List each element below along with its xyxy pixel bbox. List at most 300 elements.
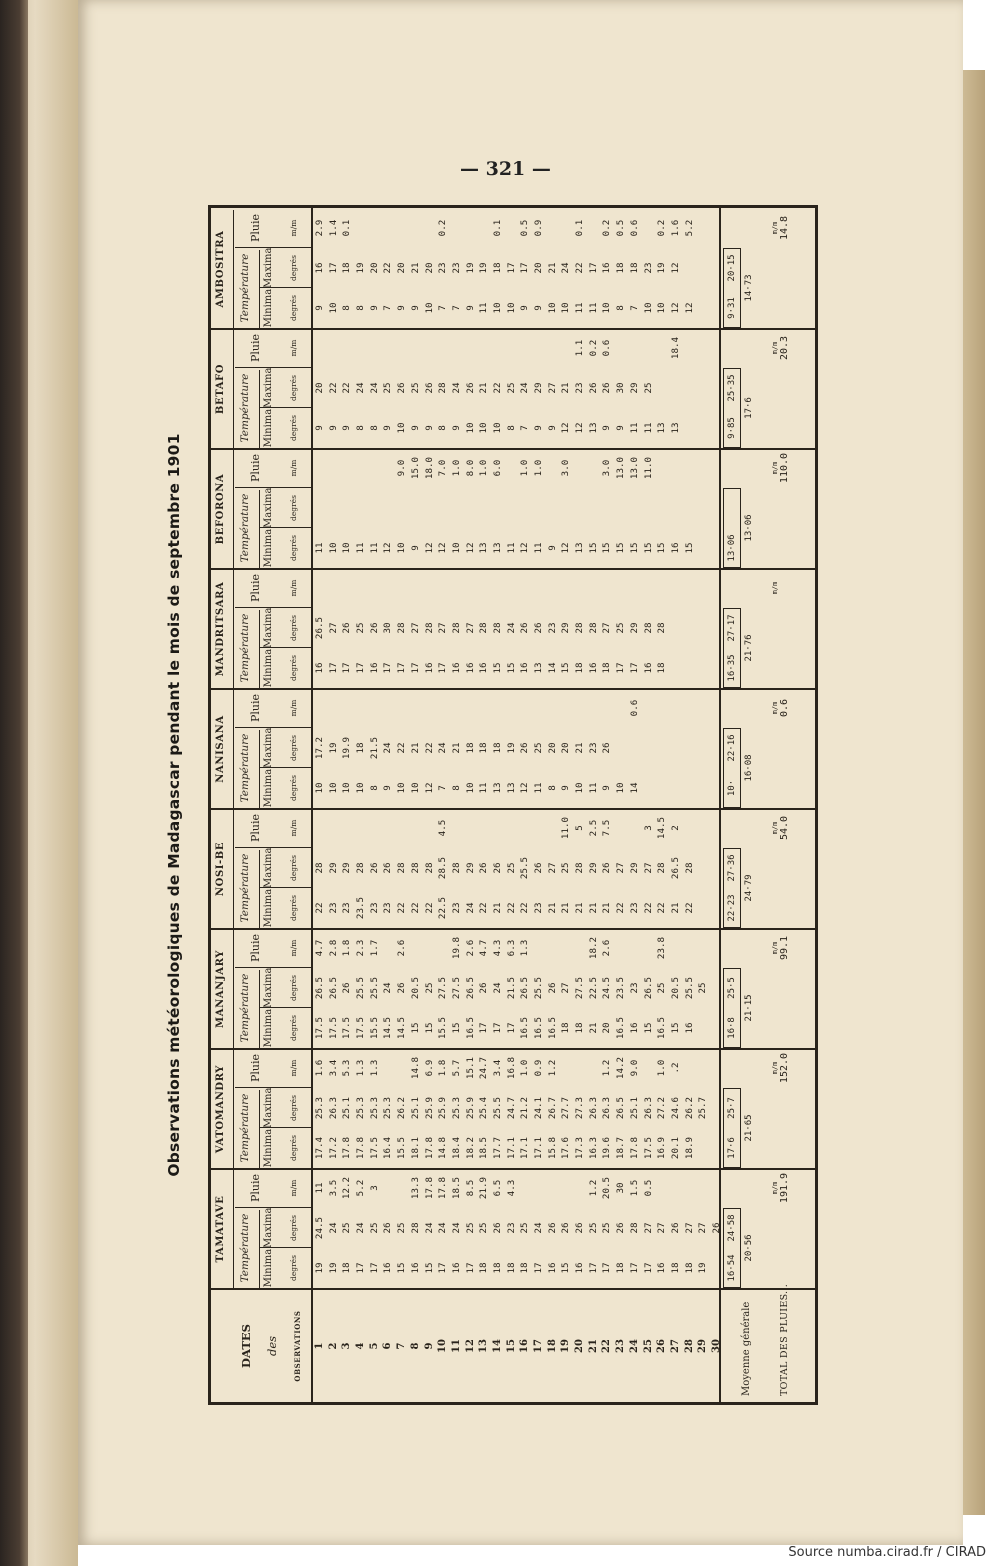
table-cell: 14 xyxy=(546,662,558,674)
table-cell: 25.5 xyxy=(491,1096,503,1120)
temperature-label: Température xyxy=(239,373,251,443)
minima-label: Minima xyxy=(263,528,274,568)
table-cell: 19 xyxy=(656,262,668,274)
table-cell: 25 xyxy=(423,982,435,994)
maxima-label: Maxima xyxy=(263,607,274,648)
table-cell: 28 xyxy=(450,622,462,634)
table-cell xyxy=(655,688,669,728)
table-cell: 1.2 xyxy=(546,1059,558,1077)
table-cell: 18 xyxy=(574,662,586,674)
table-cell: 17.5 xyxy=(327,1016,339,1040)
table-cell: 25 xyxy=(505,382,517,394)
table-cell: 26 xyxy=(491,1222,503,1234)
table-cell: 6.9 xyxy=(423,1059,435,1077)
table-cell: 20 xyxy=(533,262,544,274)
rain-total xyxy=(771,208,790,248)
table-cell xyxy=(710,448,724,488)
table-cell: 24.1 xyxy=(533,1096,544,1120)
table-cell: 23.8 xyxy=(656,936,668,960)
table-cell xyxy=(614,808,628,848)
source-credit: Source numba.cirad.fr / CIRAD xyxy=(788,1545,986,1560)
table-cell: 22 xyxy=(396,742,408,754)
table-cell: 23 xyxy=(628,902,640,914)
table-cell xyxy=(327,328,341,368)
station-name-rule xyxy=(233,1170,234,1288)
unit-degres: degrés xyxy=(289,1095,298,1121)
table-cell xyxy=(340,808,354,848)
table-cell xyxy=(464,808,478,848)
table-cell: 29 xyxy=(327,862,339,874)
table-cell: 17 xyxy=(587,262,599,274)
table-cell: 16 xyxy=(368,662,380,674)
table-cell xyxy=(614,488,628,528)
table-cell xyxy=(546,208,560,248)
page-number: — 321 — xyxy=(460,158,551,180)
table-cell: 19.6 xyxy=(601,1136,613,1160)
table-cell: 9 xyxy=(409,545,421,551)
table-cell xyxy=(450,208,464,248)
station-column-8 xyxy=(211,210,815,330)
date-cell: 6 xyxy=(382,1342,394,1350)
table-cell: 16.5 xyxy=(533,1016,544,1040)
table-cell: 21 xyxy=(409,742,421,754)
table-cell xyxy=(450,568,464,608)
average-maxima: 25·7 xyxy=(727,1097,737,1119)
table-cell: 26 xyxy=(601,382,613,394)
table-cell: 18.7 xyxy=(615,1136,627,1160)
minima-label: Minima xyxy=(263,288,274,328)
average-minima: 16·35 xyxy=(727,654,737,682)
table-cell: 27.5 xyxy=(437,976,449,1000)
table-cell: 16 xyxy=(423,662,435,674)
table-cell xyxy=(546,1168,560,1208)
average-box xyxy=(723,248,741,328)
table-cell: 0.2 xyxy=(437,219,449,237)
table-cell: 25.3 xyxy=(355,1096,367,1120)
table-cell xyxy=(683,448,697,488)
pluie-label: Pluie xyxy=(249,933,262,963)
station-name: MANDRITSARA xyxy=(215,581,226,677)
general-average: 13·06 xyxy=(744,514,754,542)
unit-degres: degrés xyxy=(289,1255,298,1281)
table-cell: 23.5 xyxy=(355,896,367,920)
table-cell xyxy=(642,688,656,728)
table-cell: 22 xyxy=(642,902,654,914)
table-cell: 25 xyxy=(519,1222,531,1234)
table-cell: 2.6 xyxy=(464,939,476,957)
table-cell xyxy=(642,768,656,808)
table-cell: 27 xyxy=(546,382,558,394)
minima-label: Minima xyxy=(263,408,274,448)
table-cell: 14 xyxy=(628,782,640,794)
table-cell: 2.9 xyxy=(314,219,325,237)
table-cell: 13 xyxy=(587,422,599,434)
station-name: TAMATAVE xyxy=(215,1195,226,1263)
table-cell: 17 xyxy=(519,262,531,274)
table-cell xyxy=(669,928,683,968)
table-cell: 10 xyxy=(355,782,367,794)
table-cell: 1.0 xyxy=(519,1059,531,1077)
table-cell xyxy=(710,328,724,368)
table-cell: 16 xyxy=(587,662,599,674)
table-cell: 12 xyxy=(574,422,586,434)
table-cell xyxy=(655,768,669,808)
table-cell: 24 xyxy=(327,1222,339,1234)
subcolumn-rule xyxy=(259,1007,311,1008)
table-cell: 16 xyxy=(450,662,462,674)
table-cell: 24 xyxy=(491,982,503,994)
table-cell: 22 xyxy=(314,902,325,914)
table-cell: 9 xyxy=(409,425,421,431)
table-cell: 26 xyxy=(396,382,408,394)
table-cell: 10 xyxy=(615,782,627,794)
table-cell: 9 xyxy=(368,305,380,311)
table-cell: 25 xyxy=(615,622,627,634)
table-cell: 2 xyxy=(669,825,681,831)
table-cell: 20.5 xyxy=(669,976,681,1000)
table-cell: 22 xyxy=(423,742,435,754)
date-cell: 27 xyxy=(669,1339,681,1353)
date-cell: 1 xyxy=(314,1342,325,1350)
table-cell: 26 xyxy=(382,862,394,874)
subcolumn-rule xyxy=(235,247,311,248)
minima-values xyxy=(313,1008,724,1048)
table-cell xyxy=(614,728,628,768)
table-cell: 0.6 xyxy=(628,699,640,717)
unit-degres: degrés xyxy=(289,1215,298,1241)
table-cell: 5.2 xyxy=(683,219,695,237)
table-cell: 25.1 xyxy=(409,1096,421,1120)
table-cell xyxy=(683,408,697,448)
table-cell: 17.5 xyxy=(355,1016,367,1040)
table-cell: 26 xyxy=(560,1222,572,1234)
table-cell: 14.8 xyxy=(409,1056,421,1080)
table-cell: 2.8 xyxy=(327,939,339,957)
general-average: 17·6 xyxy=(744,397,754,419)
table-cell: 18 xyxy=(505,1262,517,1274)
table-cell: 18 xyxy=(601,662,613,674)
pluie-label: Pluie xyxy=(249,813,262,843)
date-cell: 5 xyxy=(368,1342,380,1350)
table-cell: 10 xyxy=(341,542,353,554)
table-cell: 27 xyxy=(642,1222,654,1234)
table-cell xyxy=(587,1048,601,1088)
table-cell: 25 xyxy=(601,1222,613,1234)
table-cell xyxy=(655,568,669,608)
table-cell: 28 xyxy=(409,1222,421,1234)
table-cell: 5.7 xyxy=(450,1059,462,1077)
table-cell xyxy=(696,1168,710,1208)
table-cell xyxy=(395,488,409,528)
station-name: NANISANA xyxy=(215,715,226,783)
table-cell: 13.3 xyxy=(409,1176,421,1200)
table-cell xyxy=(546,808,560,848)
table-cell xyxy=(642,1048,656,1088)
table-cell: 0.1 xyxy=(341,219,353,237)
table-cell: 1.6 xyxy=(669,219,681,237)
rain-total-unit: m/m xyxy=(771,1061,779,1075)
table-cell: 14.5 xyxy=(656,816,668,840)
date-cell: 10 xyxy=(437,1339,449,1353)
table-cell: 1.8 xyxy=(341,939,353,957)
table-cell xyxy=(477,208,491,248)
table-cell: 23 xyxy=(437,262,449,274)
table-cell: 17 xyxy=(327,662,339,674)
table-cell: 10 xyxy=(450,542,462,554)
table-cell xyxy=(532,928,546,968)
table-cell xyxy=(436,488,450,528)
table-cell: 21.9 xyxy=(478,1176,490,1200)
table-cell: 28 xyxy=(683,862,695,874)
table-cell xyxy=(559,1048,573,1088)
table-cell: 20.1 xyxy=(669,1136,681,1160)
pluie-values xyxy=(313,328,724,368)
table-cell: 10 xyxy=(464,422,476,434)
table-cell: 25 xyxy=(587,1222,599,1234)
table-cell xyxy=(327,488,341,528)
table-cell: 19 xyxy=(464,262,476,274)
station-name-rule xyxy=(233,210,234,328)
table-cell: 1.3 xyxy=(355,1059,367,1077)
table-cell: 16 xyxy=(409,1262,421,1274)
average-minima: 10· xyxy=(727,779,737,797)
unit-degres: degrés xyxy=(289,735,298,761)
table-cell: 25 xyxy=(505,862,517,874)
unit-mm: m/m xyxy=(289,459,298,477)
table-cell: 15 xyxy=(683,542,695,554)
table-cell: 29 xyxy=(628,622,640,634)
average-minima: 9·31 xyxy=(727,297,737,319)
table-cell: 17.8 xyxy=(341,1136,353,1160)
table-cell: 19 xyxy=(327,1262,339,1274)
table-cell: 9 xyxy=(382,425,394,431)
table-cell xyxy=(450,808,464,848)
table-cell: 15 xyxy=(491,662,503,674)
pluie-values xyxy=(313,448,724,488)
station-name-rule xyxy=(233,450,234,568)
table-cell: 19 xyxy=(697,1262,709,1274)
table-cell xyxy=(710,1008,724,1048)
minima-label: Minima xyxy=(263,1008,274,1048)
rain-total-value: 191.9 xyxy=(779,1172,790,1204)
table-cell xyxy=(628,728,642,768)
table-cell: 26.5 xyxy=(519,976,531,1000)
table-cell xyxy=(710,688,724,728)
temperature-rule xyxy=(259,1210,260,1288)
table-cell: 10 xyxy=(546,302,558,314)
table-cell: 1.1 xyxy=(574,339,586,357)
table-cell: 13 xyxy=(478,542,490,554)
table-cell xyxy=(327,808,341,848)
table-cell: 21 xyxy=(546,262,558,274)
table-cell: 22 xyxy=(478,902,490,914)
subcolumn-rule xyxy=(259,1247,311,1248)
date-cell: 20 xyxy=(574,1339,586,1353)
table-cell: 24 xyxy=(368,382,380,394)
table-cell xyxy=(614,688,628,728)
station-name-rule xyxy=(233,690,234,808)
table-cell xyxy=(710,208,724,248)
table-cell: .2 xyxy=(669,1062,681,1074)
table-cell: 23 xyxy=(341,902,353,914)
unit-mm: m/m xyxy=(289,1059,298,1077)
table-cell: 26.5 xyxy=(642,976,654,1000)
table-cell: 10 xyxy=(423,302,435,314)
table-cell xyxy=(696,1128,710,1168)
table-cell: 14.8 xyxy=(437,1136,449,1160)
table-cell: 18 xyxy=(656,662,668,674)
table-cell: 10 xyxy=(314,782,325,794)
table-cell xyxy=(546,488,560,528)
table-cell: 12 xyxy=(423,782,435,794)
rain-total-value: 99.1 xyxy=(779,935,790,961)
table-cell: 27 xyxy=(546,862,558,874)
station-column-4 xyxy=(211,690,815,810)
unit-mm: m/m xyxy=(289,219,298,237)
table-cell: 15 xyxy=(587,542,599,554)
table-cell xyxy=(491,688,505,728)
table-cell: 11 xyxy=(314,1182,325,1194)
page-edge xyxy=(963,70,985,1515)
table-cell xyxy=(423,568,437,608)
table-cell xyxy=(587,568,601,608)
table-cell: 11 xyxy=(628,422,640,434)
table-cell: 17 xyxy=(341,662,353,674)
table-cell xyxy=(683,928,697,968)
table-cell xyxy=(505,688,519,728)
table-cell: 16 xyxy=(450,1262,462,1274)
table-cell: 13 xyxy=(574,542,586,554)
table-cell: 18.2 xyxy=(587,936,599,960)
table-cell xyxy=(505,448,519,488)
unit-degres: degrés xyxy=(289,1135,298,1161)
table-cell: 17 xyxy=(628,1262,640,1274)
rain-total-unit: m/m xyxy=(771,821,779,835)
table-cell xyxy=(354,488,368,528)
table-cell: 16 xyxy=(314,662,325,674)
table-cell xyxy=(450,688,464,728)
table-cell: 13 xyxy=(491,782,503,794)
maxima-label: Maxima xyxy=(263,487,274,528)
table-cell: 8 xyxy=(341,305,353,311)
table-cell: 12 xyxy=(519,542,531,554)
table-cell: 25.3 xyxy=(450,1096,462,1120)
table-cell xyxy=(505,808,519,848)
average-maxima: 25·35 xyxy=(727,374,737,402)
table-cell: 26.5 xyxy=(314,616,325,640)
table-cell: 26 xyxy=(382,1222,394,1234)
table-cell xyxy=(313,808,327,848)
station-name-rule xyxy=(233,570,234,688)
table-cell xyxy=(546,928,560,968)
table-cell: 26.5 xyxy=(669,856,681,880)
minima-values xyxy=(313,768,669,808)
table-cell: 26 xyxy=(533,862,544,874)
subcolumn-rule xyxy=(235,967,311,968)
rain-total-value: 14.8 xyxy=(779,215,790,241)
table-cell xyxy=(464,328,478,368)
table-cell xyxy=(696,808,710,848)
table-cell xyxy=(354,808,368,848)
table-cell xyxy=(477,488,491,528)
table-cell: 26 xyxy=(587,382,599,394)
table-cell: 9 xyxy=(314,305,325,311)
table-cell: 27 xyxy=(560,982,572,994)
table-cell xyxy=(696,408,710,448)
rain-total-unit: m/m xyxy=(771,701,779,715)
table-cell: 17 xyxy=(491,1022,503,1034)
unit-mm: m/m xyxy=(289,939,298,957)
table-cell: 18 xyxy=(519,1262,531,1274)
table-cell: 17.3 xyxy=(574,1136,586,1160)
table-cell xyxy=(655,448,669,488)
header-bottom-rule xyxy=(311,208,313,1402)
table-cell xyxy=(532,488,546,528)
table-cell xyxy=(710,888,724,928)
table-cell xyxy=(505,568,519,608)
table-cell: 26.2 xyxy=(683,1096,695,1120)
unit-degres: degrés xyxy=(289,255,298,281)
table-cell xyxy=(464,488,478,528)
rain-total-unit: m/m xyxy=(771,461,779,475)
table-cell: 1.2 xyxy=(587,1179,599,1197)
total-label: TOTAL DES PLUIES... xyxy=(779,1283,790,1396)
table-cell xyxy=(532,808,546,848)
table-cell: 17 xyxy=(437,1262,449,1274)
table-cell: 24.5 xyxy=(314,1216,325,1240)
table-cell xyxy=(696,568,710,608)
table-cell: 11 xyxy=(587,782,599,794)
table-cell: 25.5 xyxy=(683,976,695,1000)
table-cell: 10 xyxy=(327,302,339,314)
table-cell: 16 xyxy=(628,1022,640,1034)
table-cell xyxy=(683,328,697,368)
table-cell: 27 xyxy=(683,1222,695,1234)
table-cell: 11.0 xyxy=(642,456,654,480)
table-cell: 8.5 xyxy=(464,1179,476,1197)
table-cell: 17 xyxy=(355,1262,367,1274)
table-cell: 26 xyxy=(478,982,490,994)
table-cell: 17.5 xyxy=(314,1016,325,1040)
table-cell: 0.2 xyxy=(656,219,668,237)
table-cell xyxy=(669,368,683,408)
table-cell: 10 xyxy=(464,782,476,794)
table-cell: 17.2 xyxy=(327,1136,339,1160)
table-cell xyxy=(532,688,546,728)
table-cell xyxy=(655,328,669,368)
table-cell: 26 xyxy=(341,622,353,634)
minima-label: Minima xyxy=(263,1248,274,1288)
table-cell: 9.0 xyxy=(628,1059,640,1077)
table-cell xyxy=(313,688,327,728)
table-cell: 1.5 xyxy=(628,1179,640,1197)
date-cell: 9 xyxy=(423,1342,435,1350)
table-cell: 21 xyxy=(450,742,462,754)
table-cell: 1.2 xyxy=(601,1059,613,1077)
table-cell: 17 xyxy=(628,662,640,674)
table-cell: 26.5 xyxy=(327,976,339,1000)
table-cell: 22 xyxy=(615,902,627,914)
table-cell xyxy=(423,688,437,728)
table-cell: 11 xyxy=(355,542,367,554)
table-cell: 18.5 xyxy=(478,1136,490,1160)
table-cell: 4.5 xyxy=(437,819,449,837)
pluie-label: Pluie xyxy=(249,213,262,243)
table-cell: 26 xyxy=(615,1222,627,1234)
table-cell xyxy=(696,1008,710,1048)
date-cell: 15 xyxy=(505,1339,517,1353)
table-cell: 25 xyxy=(382,382,394,394)
